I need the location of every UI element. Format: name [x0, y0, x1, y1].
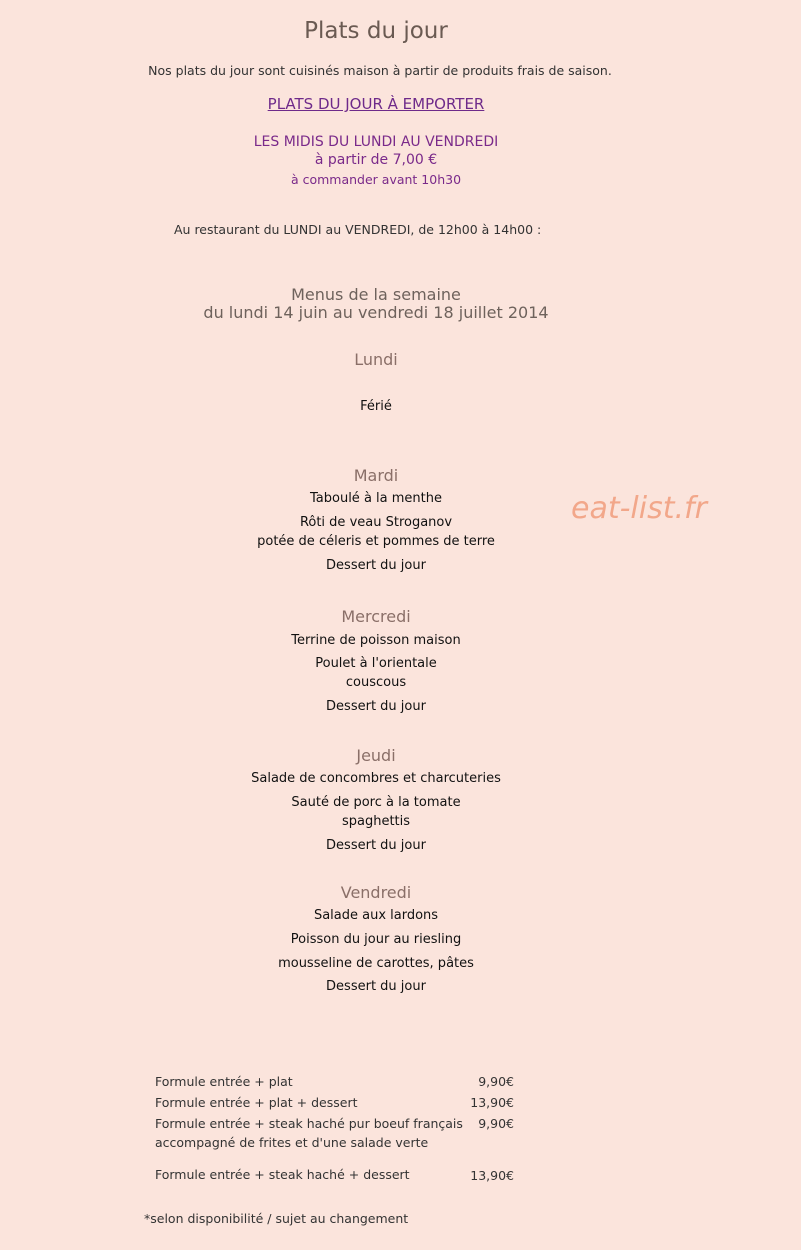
dish-item: Taboulé à la menthe	[310, 491, 442, 506]
dish-item: Dessert du jour	[326, 699, 426, 714]
day-heading-mercredi: Mercredi	[341, 607, 411, 626]
dish-item: Poisson du jour au riesling	[290, 932, 462, 947]
formule-label: Formule entrée + steak haché pur boeuf français	[155, 1116, 463, 1131]
dish-item: Dessert du jour	[326, 838, 426, 853]
day-heading-mardi: Mardi	[353, 466, 399, 485]
day-heading-vendredi: Vendredi	[340, 883, 412, 902]
formule-price: 9,90€	[478, 1074, 514, 1089]
formule-label-continued: accompagné de frites et d'une salade verte	[155, 1135, 429, 1150]
dish-item: Poulet à l'orientale	[315, 656, 437, 671]
dish-item: Sauté de porc à la tomate	[291, 795, 461, 810]
dish-item: potée de céleris et pommes de terre	[257, 534, 495, 549]
dish-item: Terrine de poisson maison	[291, 633, 461, 648]
week-range: du lundi 14 juin au vendredi 18 juillet 2014	[203, 303, 549, 322]
takeaway-order-deadline: à commander avant 10h30	[290, 172, 462, 187]
footnote: *selon disponibilité / sujet au changement	[144, 1211, 409, 1226]
formule-price: 13,90€	[470, 1168, 514, 1183]
day-heading-jeudi: Jeudi	[356, 746, 396, 765]
dish-item: Dessert du jour	[326, 979, 426, 994]
page-title: Plats du jour	[304, 18, 448, 44]
dish-item: Férié	[360, 399, 392, 414]
day-heading-lundi: Lundi	[354, 350, 398, 369]
dish-item: Salade aux lardons	[313, 908, 439, 923]
dish-item: Salade de concombres et charcuteries	[251, 771, 501, 786]
takeaway-link[interactable]: PLATS DU JOUR À EMPORTER	[267, 95, 485, 113]
dish-item: couscous	[345, 675, 407, 690]
formule-label: Formule entrée + plat	[155, 1074, 293, 1089]
formule-price: 13,90€	[470, 1095, 514, 1110]
formule-price: 9,90€	[478, 1116, 514, 1131]
formule-label: Formule entrée + plat + dessert	[155, 1095, 358, 1110]
dish-item: Dessert du jour	[326, 558, 426, 573]
dish-item: mousseline de carottes, pâtes	[278, 956, 474, 971]
watermark-text: eat-list.fr	[571, 491, 707, 526]
formule-label: Formule entrée + steak haché + dessert	[155, 1167, 410, 1182]
week-title: Menus de la semaine	[291, 285, 461, 304]
takeaway-days: LES MIDIS DU LUNDI AU VENDREDI	[253, 134, 499, 150]
takeaway-price: à partir de 7,00 €	[314, 152, 438, 168]
dish-item: Rôti de veau Stroganov	[299, 515, 453, 530]
restaurant-hours: Au restaurant du LUNDI au VENDREDI, de 12h00 à 14h00 :	[174, 222, 542, 237]
dish-item: spaghettis	[341, 814, 411, 829]
intro-text: Nos plats du jour sont cuisinés maison à partir de produits frais de saison.	[148, 63, 612, 78]
